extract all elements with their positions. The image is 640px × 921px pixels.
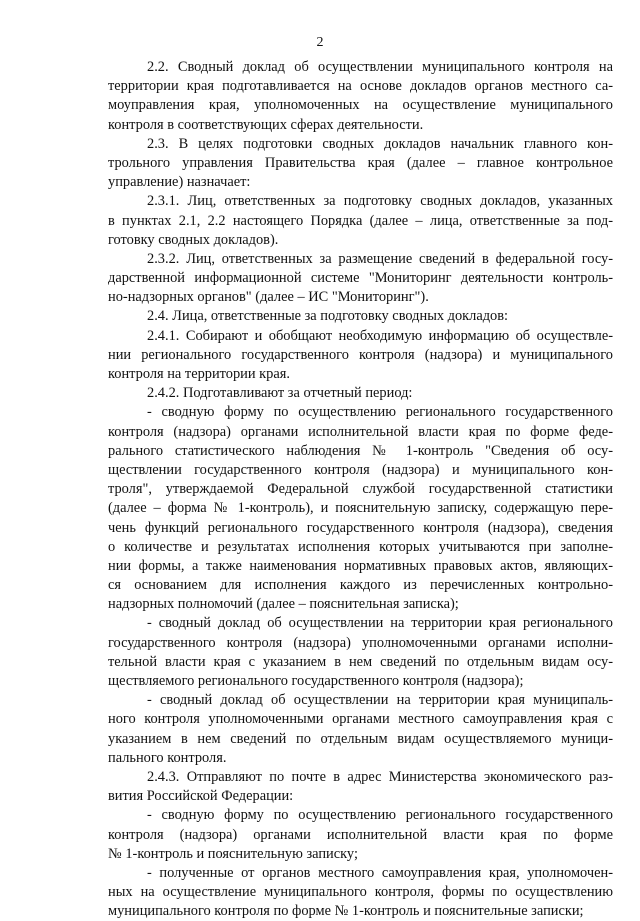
- page-number: 2: [316, 35, 324, 50]
- paragraph-p-bullet-4: [108, 806, 613, 864]
- paragraph-p-2-3-1: [108, 192, 613, 250]
- text-line: 2.4. Лица, ответственные за подготовку сводных докладов:: [147, 308, 509, 325]
- text-line: контроля в соответствующих сферах деятельности.: [108, 116, 424, 133]
- paragraph-p-2-3-2: [108, 250, 613, 308]
- paragraph-p-2-3: [108, 135, 613, 193]
- text-line: (далее – форма № 1-контроль), и пояснительную записку, содержащую пере-: [108, 500, 613, 517]
- text-line: 2.4.1. Собирают и обобщают необходимую информацию об осуществле-: [147, 327, 613, 344]
- text-line: троля", утверждаемой Федеральной службой государственной статистики: [108, 481, 613, 498]
- paragraph-p-2-4: [108, 307, 613, 326]
- paragraph-p-2-2: [108, 58, 613, 135]
- text-line: тельной власти края с указанием в нем сведений по отдельным видам осу-: [108, 653, 613, 670]
- text-line: управление) назначает:: [108, 174, 251, 191]
- text-line: надзорных полномочий (далее – пояснительная записка);: [108, 596, 459, 613]
- text-line: - сводную форму по осуществлению регионального государственного: [147, 807, 613, 824]
- text-line: нии регионального государственного контроля (надзора) и муниципального: [108, 346, 613, 363]
- text-line: контроля (надзора) органами исполнительной власти края по форме феде-: [108, 423, 613, 440]
- text-line: но-надзорных органов" (далее – ИС "Мониторинг").: [108, 289, 429, 306]
- text-line: ных на осуществление муниципального контроля, формы по осуществлению: [108, 884, 613, 901]
- text-line: 2.4.3. Отправляют по почте в адрес Министерства экономического раз-: [147, 768, 613, 785]
- text-line: муниципального контроля по форме № 1-контроль и пояснительные записки;: [108, 903, 584, 920]
- text-line: чень функций регионального государственного контроля (надзора), сведения: [108, 519, 613, 536]
- paragraph-p-2-4-1: [108, 327, 613, 385]
- text-line: моуправления края, уполномоченных на осуществление муниципального: [108, 97, 613, 114]
- text-line: - полученные от органов местного самоуправления края, уполномочен-: [147, 864, 613, 881]
- text-line: контроля на территории края.: [108, 366, 290, 382]
- text-line: ного контроля уполномоченными органами местного самоуправления края с: [108, 711, 613, 728]
- paragraph-p-bullet-2: [108, 614, 613, 691]
- text-line: территории края подготавливается на основе докладов органов местного са-: [108, 78, 613, 95]
- text-line: нии формы, а также наименования нормативных правовых актов, являющих-: [108, 557, 613, 574]
- text-line: контроля (надзора) органами исполнительной власти края по форме: [108, 826, 613, 843]
- paragraph-p-bullet-5: [108, 864, 613, 921]
- text-line: о количестве и результатах исполнения которых учитываются при заполне-: [108, 538, 613, 555]
- text-line: - сводную форму по осуществлению регионального государственного: [147, 404, 613, 421]
- paragraph-p-bullet-3: [108, 691, 613, 768]
- text-line: указанием в нем сведений по отдельным видам осуществляемого муници-: [108, 730, 613, 747]
- text-line: ществлении государственного контроля (надзора) и муниципального кон-: [108, 461, 613, 478]
- text-line: готовку сводных докладов).: [108, 231, 279, 248]
- text-line: 2.3.1. Лиц, ответственных за подготовку сводных докладов, указанных: [147, 193, 613, 210]
- text-line: государственного контроля (надзора) уполномоченными органами исполни-: [108, 634, 613, 651]
- text-line: - сводный доклад об осуществлении на территории края муниципаль-: [147, 692, 613, 709]
- text-line: 2.3.2. Лиц, ответственных за размещение сведений в федеральной госу-: [147, 250, 613, 267]
- document-body: [108, 58, 613, 921]
- text-line: дарственной информационной системе "Мониторинг деятельности контроль-: [108, 270, 613, 287]
- text-line: - сводный доклад об осуществлении на территории края регионального: [147, 615, 613, 632]
- text-line: рального статистического наблюдения № 1-контроль "Сведения об осу-: [108, 442, 613, 459]
- text-line: ся основанием для исполнения каждого из перечисленных контрольно-: [108, 577, 613, 594]
- text-line: № 1-контроль и пояснительную записку;: [108, 845, 358, 862]
- text-line: вития Российской Федерации:: [108, 788, 294, 805]
- paragraph-p-bullet-1: [108, 403, 613, 614]
- text-line: 2.4.2. Подготавливают за отчетный период:: [147, 385, 413, 402]
- text-line: в пунктах 2.1, 2.2 настоящего Порядка (далее – лица, ответственные за под-: [108, 212, 613, 229]
- text-line: ществляемого регионального государственного контроля (надзора);: [108, 673, 524, 689]
- paragraph-p-2-4-2: [108, 384, 613, 403]
- text-line: пального контроля.: [108, 749, 227, 766]
- text-line: 2.2. Сводный доклад об осуществлении муниципального контроля на: [147, 59, 613, 75]
- text-line: 2.3. В целях подготовки сводных докладов начальник главного кон-: [147, 135, 613, 152]
- text-line: трольного управления Правительства края (далее – главное контрольное: [108, 154, 613, 171]
- paragraph-p-2-4-3: [108, 768, 613, 806]
